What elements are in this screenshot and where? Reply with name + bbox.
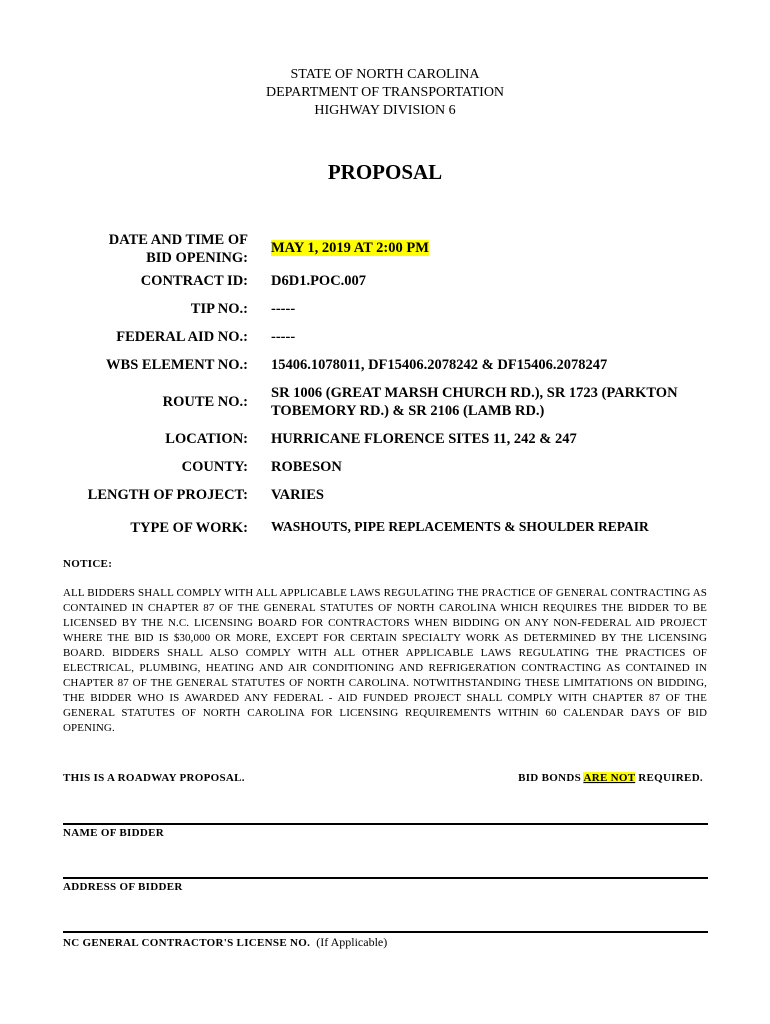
name-of-bidder-line — [63, 823, 708, 825]
notice-body: ALL BIDDERS SHALL COMPLY WITH ALL APPLICABLE LAWS REGULATING THE PRACTICE OF GENERAL CONTRACTING AS CONTAINED IN CHAPTER 87 OF THE GENERAL STATUTES OF NORTH CAROLINA WHICH REQUIRES THE BIDDER TO BE LICENSED BY THE N.C. LICENSING BOARD FOR CONTRACTORS WHEN BIDDING ON ANY NON-FEDERAL AID PROJECT WHERE THE BID IS $30,000 OR MORE, EXCEPT FOR CERTAIN SPECIALTY WORK AS DETERMINED BY THE LICENSING BOARD. BIDDERS SHALL ALSO COMPLY WITH ALL OTHER APPLICABLE LAWS REGULATING THE PRACTICES OF ELECTRICAL, PLUMBING, HEATING AND AIR CONDITIONING AND REFRIGERATION CONTRACTING AS CONTAINED IN CHAPTER 87 OF THE GENERAL STATUTES OF NORTH CAROLINA. NOTWITHSTANDING THESE LIMITATIONS ON BIDDING, THE BIDDER WHO IS AWARDED ANY FEDERAL - AID FUNDED PROJECT SHALL COMPLY WITH CHAPTER 87 OF THE GENERAL STATUTES OF NORTH CAROLINA FOR LICENSING REQUIREMENTS WITHIN 60 CALENDAR DAYS OF BID OPENING. — [63, 587, 707, 734]
header-state: STATE OF NORTH CAROLINA — [290, 67, 480, 82]
county-label: COUNTY: — [181, 459, 248, 475]
length-value: VARIES — [271, 487, 324, 503]
tip-no-value: ----- — [271, 301, 296, 317]
type-of-work-label: TYPE OF WORK: — [130, 520, 248, 536]
bid-bonds-emphasis: ARE NOT — [583, 772, 636, 784]
type-of-work-value: WASHOUTS, PIPE REPLACEMENTS & SHOULDER REPAIR — [271, 519, 649, 534]
notice-heading: NOTICE: — [63, 558, 113, 570]
tip-no-label: TIP NO.: — [190, 301, 248, 317]
address-of-bidder-label: ADDRESS OF BIDDER — [63, 881, 183, 893]
location-value: HURRICANE FLORENCE SITES 11, 242 & 247 — [271, 431, 577, 447]
bid-opening-label-line1: DATE AND TIME OF — [108, 232, 248, 248]
header-division: HIGHWAY DIVISION 6 — [314, 103, 456, 118]
wbs-element-value: 15406.1078011, DF15406.2078242 & DF15406.2078247 — [271, 357, 608, 373]
length-label: LENGTH OF PROJECT: — [87, 487, 248, 503]
license-number-field — [63, 935, 387, 950]
contract-id-value: D6D1.POC.007 — [271, 273, 367, 289]
federal-aid-value: ----- — [271, 329, 296, 345]
route-no-value-line2: TOBEMORY RD.) & SR 2106 (LAMB RD.) — [271, 403, 545, 419]
proposal-type: THIS IS A ROADWAY PROPOSAL. — [63, 772, 245, 784]
bid-opening-highlight: MAY 1, 2019 AT 2:00 PM — [271, 240, 429, 256]
license-number-label: NC GENERAL CONTRACTOR'S LICENSE NO. — [63, 937, 311, 949]
header-department: DEPARTMENT OF TRANSPORTATION — [265, 85, 505, 100]
bid-bonds-prefix: BID BONDS — [518, 772, 582, 784]
federal-aid-label: FEDERAL AID NO.: — [116, 329, 248, 345]
bid-opening-label-line2: BID OPENING: — [146, 250, 248, 266]
county-value: ROBESON — [271, 459, 342, 475]
bid-opening-value — [271, 239, 429, 257]
contract-id-label: CONTRACT ID: — [140, 273, 248, 289]
location-label: LOCATION: — [165, 431, 248, 447]
wbs-element-label: WBS ELEMENT NO.: — [106, 357, 248, 373]
license-note: (If Applicable) — [316, 935, 388, 949]
bid-bonds-suffix: REQUIRED. — [638, 772, 703, 784]
license-number-line — [63, 931, 708, 933]
agency-header — [0, 66, 770, 120]
bid-bonds-statement — [518, 772, 703, 784]
address-of-bidder-line — [63, 877, 708, 879]
route-no-value-line1: SR 1006 (GREAT MARSH CHURCH RD.), SR 1723 (PARKTON — [271, 385, 678, 401]
route-no-label: ROUTE NO.: — [162, 394, 248, 410]
page-title: PROPOSAL — [327, 160, 443, 184]
name-of-bidder-label: NAME OF BIDDER — [63, 827, 164, 839]
